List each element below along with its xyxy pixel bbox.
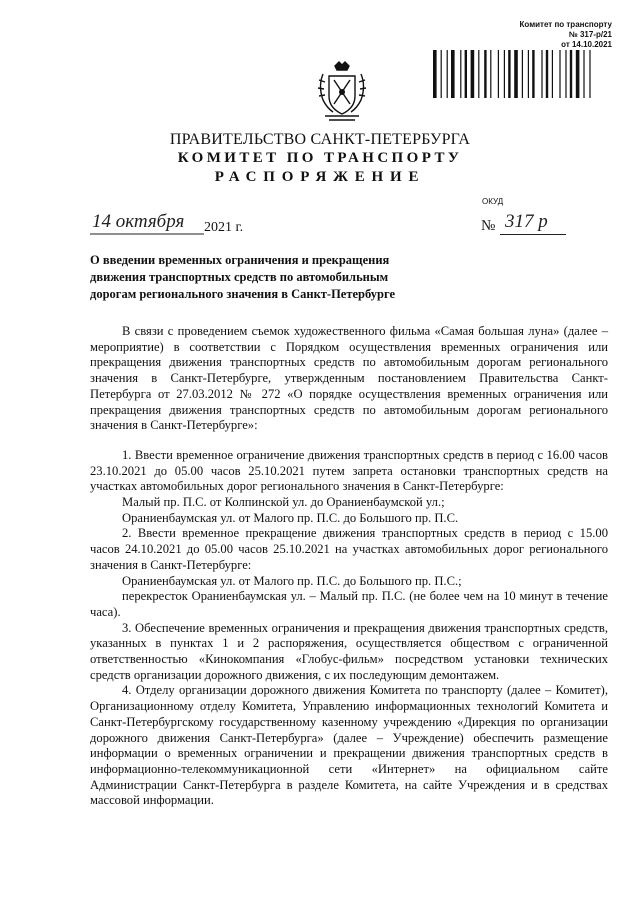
item-1-road-2: Ораниенбаумская ул. от Малого пр. П.С. до Большого пр. П.С. xyxy=(122,510,459,525)
document-type: РАСПОРЯЖЕНИЕ xyxy=(214,169,426,185)
stamp-line-number: № 317-р/21 xyxy=(568,30,612,39)
registration-stamp xyxy=(462,20,612,50)
committee-title: КОМИТЕТ ПО ТРАНСПОРТУ xyxy=(177,150,463,166)
handwritten-number: 317 р xyxy=(505,211,548,232)
government-title: ПРАВИТЕЛЬСТВО САНКТ-ПЕТЕРБУРГА xyxy=(169,131,471,148)
item-2-road-1: Ораниенбаумская ул. от Малого пр. П.С. до Большого пр. П.С.; xyxy=(122,573,462,588)
number-sign: № xyxy=(481,218,496,234)
item-2-paragraph: 2. Ввести временное прекращение движения транспортных средств в период с 15.00 часов 24.10.2021 до 05.00 часов 25.10.2021 на участках автомобильных дорог регионального значения в Санкт-Петербурге: xyxy=(90,526,608,572)
item-4-paragraph: 4. Отделу организации дорожного движения Комитета по транспорту (далее – Комитет), Организационному отделу Комитета, Управлению информационных технологий Комитета и Санкт-Петербургскому государственному казенному учреждению «Дирекция по организации дорожного движения Санкт-Петербурга» (далее – Учреждение) обеспечить размещение информации о временных ограничении и прекращении движения транспортных средств в информационно-телекоммуникационной сети «Интернет» на официальном сайте Администрации Санкт-Петербурга в разделе Комитета, на сайте Учреждения и в средствах массовой информации. xyxy=(90,683,608,808)
item-1-paragraph: 1. Ввести временное ограничение движения транспортных средств в период с 16.00 часов 23.10.2021 до 05.00 часов 25.10.2021 путем запрета остановки транспортных средств на участках автомобильных дорог регионального значения в Санкт-Петербурге: xyxy=(90,447,608,494)
item-3-paragraph: 3. Обеспечение временных ограничения и прекращения движения транспортных средств, указанных в пунктах 1 и 2 распоряжения, осуществляется обществом с ограниченной ответственностью «Кинокомпания «Глобус-фильм» посредством установки технических средств организации дорожного движения, с их последующим демонтажем. xyxy=(90,620,608,682)
barcode-icon xyxy=(432,50,610,98)
document-subject: О введении временных ограничения и прекращения движения транспортных средств по автомобильным дорогам регионального значения в Санкт-Петербурге xyxy=(90,253,396,301)
item-2-road-2: перекресток Ораниенбаумская ул. – Малый пр. П.С. (не более чем на 10 минут в течение часа). xyxy=(90,589,608,619)
item-1-road-1: Малый пр. П.С. от Колпинской ул. до Ораниенбаумской ул.; xyxy=(122,495,445,510)
number-underline xyxy=(500,234,566,235)
stamp-line-date: от 14.10.2021 xyxy=(561,40,612,49)
preamble-paragraph: В связи с проведением съемок художественного фильма «Самая большая луна» (далее – мероприятие) в соответствии с Порядком осуществления временных ограничения или прекращения движения транспортных средств по автомобильным дорогам регионального значения в Санкт-Петербурге, утвержденным постановлением Правительства Санкт-Петербурга от 27.03.2012 № 272 «О порядке осуществления временных ограничения или прекращения движения транспортных средств по автомобильным дорогам регионального значения в Санкт-Петербурге»: xyxy=(90,324,608,433)
handwritten-date: 14 октября xyxy=(92,211,185,232)
coat-of-arms-icon xyxy=(315,60,369,124)
date-year: 2021 г. xyxy=(204,220,244,235)
stamp-line-organization: Комитет по транспорту xyxy=(519,20,612,29)
okud-label: ОКУД xyxy=(482,197,504,206)
document-body xyxy=(90,324,608,809)
